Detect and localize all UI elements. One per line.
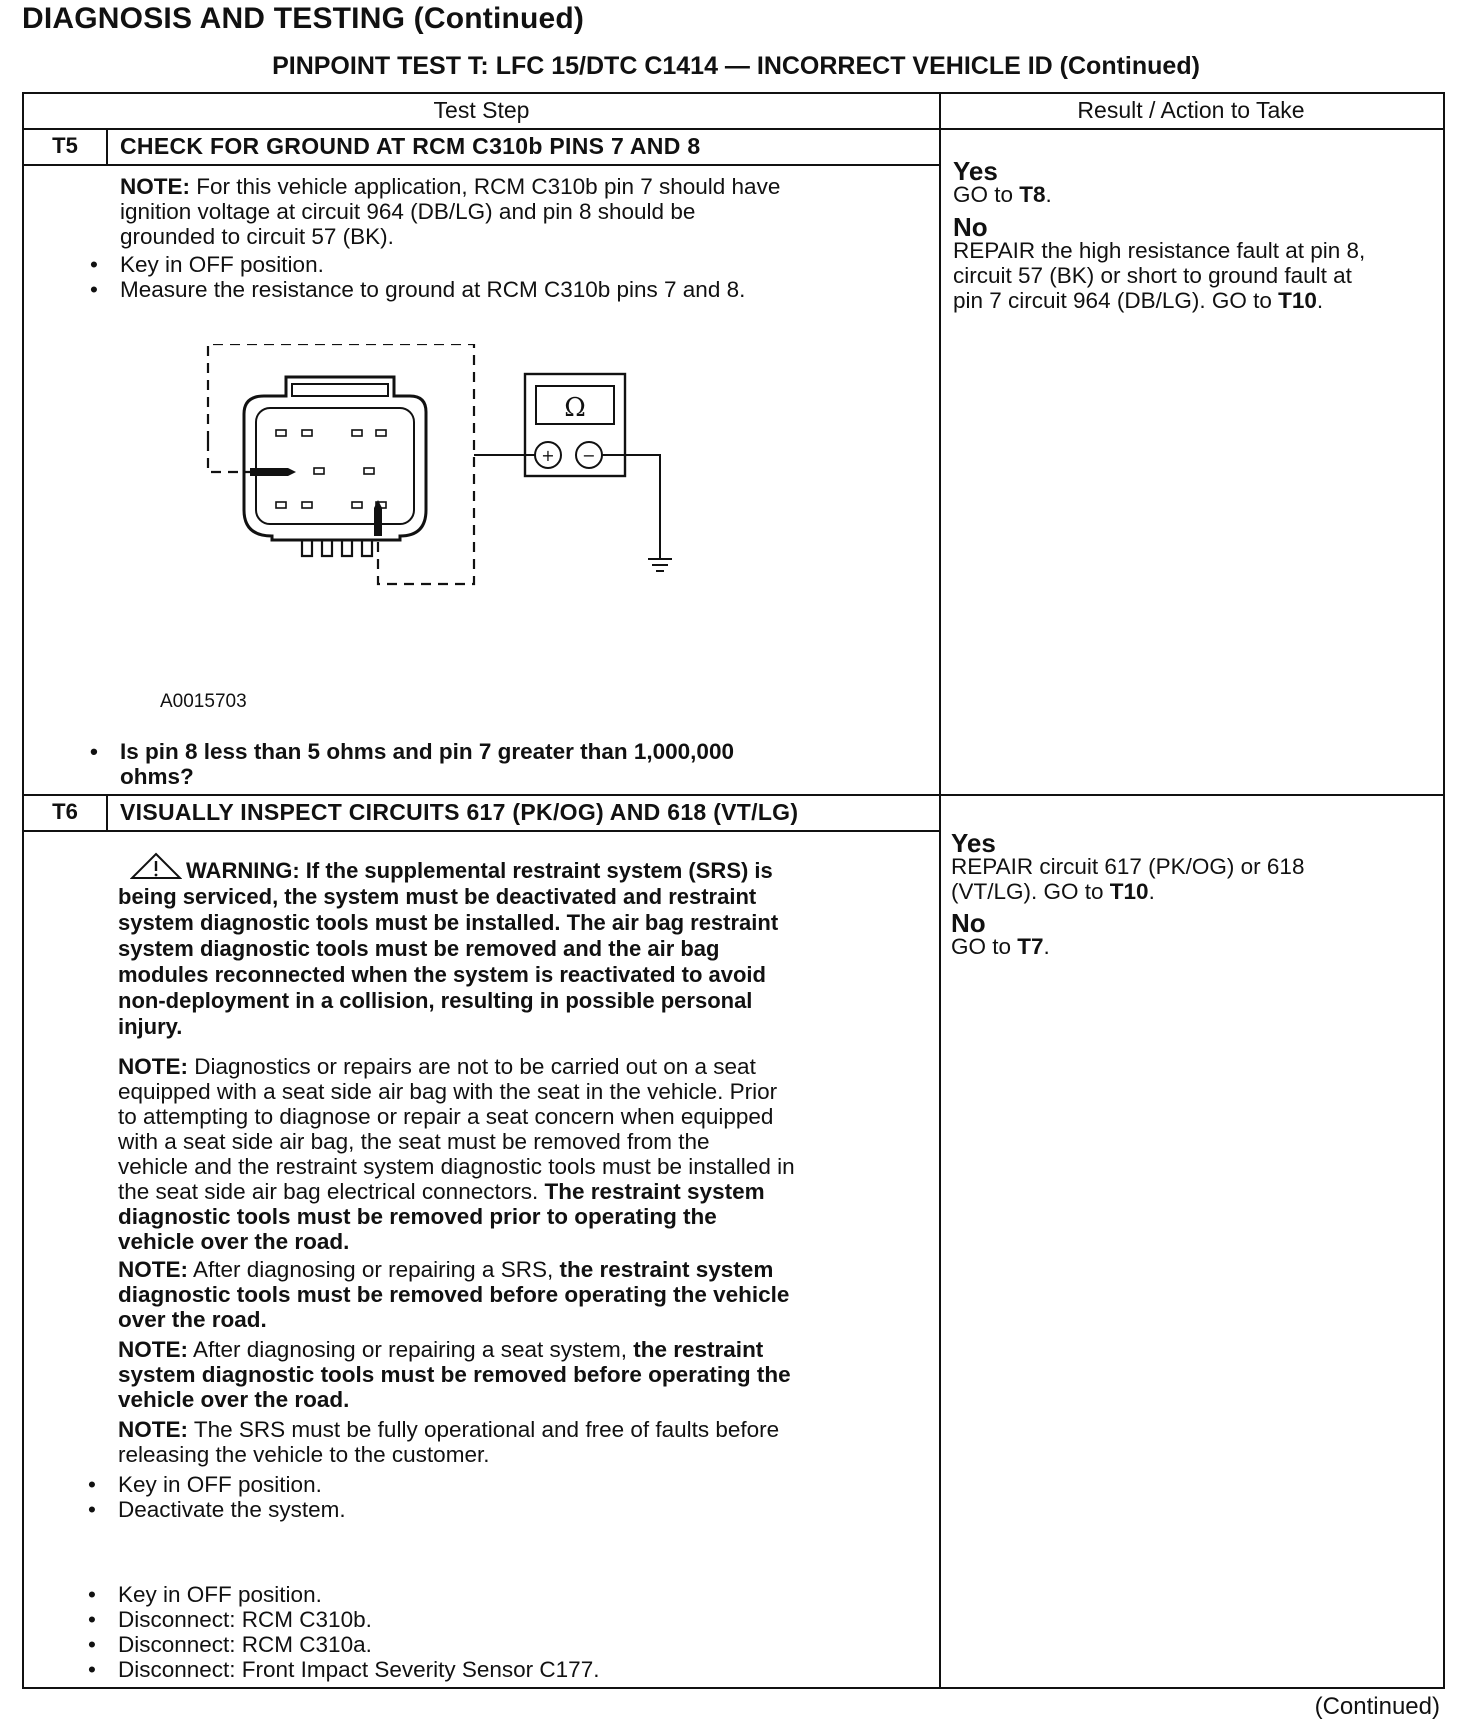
t5-yes-label: Yes: [953, 156, 998, 186]
list-item: • Disconnect: RCM C310b.: [80, 1607, 920, 1632]
header-result: Result / Action to Take: [1077, 97, 1305, 123]
list-item: • Disconnect: Front Impact Severity Sensor C177.: [80, 1657, 920, 1682]
header-test-step: Test Step: [433, 97, 530, 123]
t5-bullets: [82, 252, 922, 302]
page-title: DIAGNOSIS AND TESTING (Continued): [22, 2, 585, 35]
list-item: • Key in OFF position.: [82, 252, 922, 277]
ohm-symbol: Ω: [564, 393, 586, 423]
list-item: [82, 739, 922, 789]
t5-note-label: NOTE:: [120, 174, 190, 199]
t5-yes-action: GO to T8.: [953, 182, 1052, 207]
list-item: • Key in OFF position.: [80, 1472, 920, 1497]
t6-no-action: GO to T7.: [951, 934, 1050, 959]
t5-note-line: ignition voltage at circuit 964 (DB/LG) and pin 8 should be: [120, 199, 696, 224]
t5-note-line: For this vehicle application, RCM C310b pin 7 should have: [196, 174, 781, 199]
ground-icon: [648, 559, 672, 571]
t6-note-seat-system: NOTE: After diagnosing or repairing a seat system, the restraint system diagnostic tools must be removed before operating the vehicle over the road.: [118, 1337, 791, 1412]
t6-note-srs: NOTE: After diagnosing or repairing a SRS, the restraint system diagnostic tools must be removed before operating the vehicle over the road.: [118, 1257, 790, 1332]
t6-bullets-deactivate: [80, 1472, 920, 1522]
negative-lead: [602, 455, 660, 559]
t5-id-divider: [106, 128, 108, 164]
table-title: PINPOINT TEST T: LFC 15/DTC C1414 — INCORRECT VEHICLE ID (Continued): [272, 52, 1200, 80]
column-divider: [939, 94, 941, 1687]
list-item: • Disconnect: RCM C310a.: [80, 1632, 920, 1657]
t5-step-title: CHECK FOR GROUND AT RCM C310b PINS 7 AND 8: [120, 133, 701, 159]
t6-step-title: VISUALLY INSPECT CIRCUITS 617 (PK/OG) AND 618 (VT/LG): [120, 799, 799, 825]
t6-id-divider: [106, 794, 108, 830]
ohmmeter: [525, 374, 625, 476]
t6-row-divider: [24, 794, 1443, 796]
figure-code: A0015703: [160, 691, 247, 712]
t6-title-divider: [24, 830, 939, 832]
t5-no-label: No: [953, 212, 988, 242]
plus-terminal-label: +: [541, 446, 555, 465]
rcm-c310b-connector: [244, 377, 426, 556]
t5-note: [120, 174, 920, 249]
connector-ohmmeter-diagram: [184, 344, 744, 644]
t5-note-line: grounded to circuit 57 (BK).: [120, 224, 394, 249]
minus-terminal-label: −: [582, 446, 596, 465]
t6-warning: WARNING: If the supplemental restraint system (SRS) is being serviced, the system must be deactivated and restraint system diagnostic tools must be installed. The air bag restraint system diagnostic tools must be removed and the air bag modules reconnected when the system is reactivated to avoid non-deployment in a collision, resulting in possible personal injury.: [118, 858, 779, 1039]
t6-bullets-disconnect: [80, 1582, 920, 1682]
question-line: ohms?: [120, 764, 194, 789]
question-line: Is pin 8 less than 5 ohms and pin 7 greater than 1,000,000: [120, 739, 734, 764]
continued-footer: (Continued): [1314, 1693, 1440, 1720]
t5-title-divider: [24, 164, 939, 166]
header-divider: [24, 128, 1443, 130]
t6-yes-label: Yes: [951, 828, 996, 858]
t6-note-operational: NOTE: The SRS must be fully operational and free of faults before releasing the vehicle to the customer.: [118, 1417, 780, 1467]
t6-no-label: No: [951, 908, 986, 938]
t5-step-id: T5: [52, 133, 78, 158]
list-item: • Key in OFF position.: [80, 1582, 920, 1607]
t6-step-id: T6: [52, 799, 78, 824]
list-item: • Measure the resistance to ground at RCM C310b pins 7 and 8.: [82, 277, 922, 302]
t6-note-seat-airbag: NOTE: Diagnostics or repairs are not to be carried out on a seat equipped with a seat side air bag with the seat in the vehicle. Prior to attempting to diagnose or repair a seat concern when equipped with a seat side air bag, the seat must be removed from the vehicle and the restraint system diagnostic tools must be installed in the seat side air bag electrical connectors. The restraint system diagnostic tools must be removed prior to operating the vehicle over the road.: [118, 1054, 795, 1254]
t6-yes-action: REPAIR circuit 617 (PK/OG) or 618 (VT/LG). GO to T10.: [951, 854, 1305, 904]
list-item: • Deactivate the system.: [80, 1497, 920, 1522]
t5-question: [82, 739, 922, 789]
t5-no-action: REPAIR the high resistance fault at pin 8, circuit 57 (BK) or short to ground fault at pin 7 circuit 964 (DB/LG). GO to T10.: [953, 238, 1366, 313]
pinpoint-test-table: [22, 92, 1445, 1689]
